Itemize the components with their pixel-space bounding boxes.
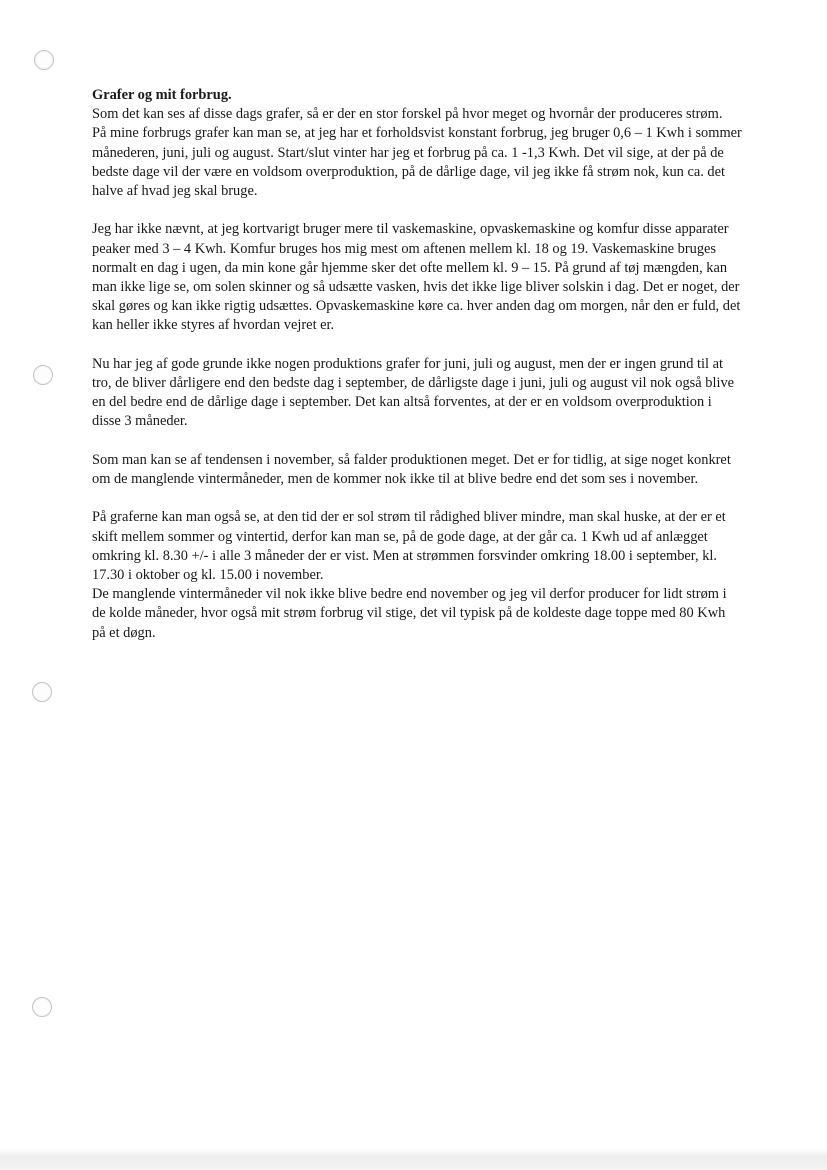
document-title: Grafer og mit forbrug. bbox=[92, 87, 232, 103]
document-body bbox=[92, 86, 742, 662]
paragraph-intro: Som det kan ses af disse dags grafer, så er der en stor forskel på hvor meget og hvornår der produceres strøm. bbox=[92, 106, 723, 123]
paragraph-winter-months: De manglende vintermåneder vil nok ikke blive bedre end november og jeg vil derfor producer for lidt strøm i de kolde måneder, hvor også mit strøm forbrug vil stige, det vil typisk på de koldeste dage toppe med 80 Kwh på et døgn. bbox=[92, 586, 727, 641]
paragraph-november-trend: Som man kan se af tendensen i november, så falder produktionen meget. Det er for tidlig, at sige noget konkret om de manglende vintermåneder, men de kommer nok ikke til at blive bedre end det som ses i november. bbox=[92, 451, 731, 488]
punch-hole-icon bbox=[34, 50, 54, 70]
punch-hole-icon bbox=[32, 682, 52, 702]
punch-hole-icon bbox=[32, 997, 52, 1017]
punch-hole-icon bbox=[33, 365, 53, 385]
paragraph-consumption: På mine forbrugs grafer kan man se, at jeg har et forholdsvist konstant forbrug, jeg bruger 0,6 – 1 Kwh i sommer månederen, juni, juli og august. Start/slut vinter har jeg et forbrug på ca. 1 -1,3 Kwh. Det vil sige, at der på de bedste dage vil der være en voldsom overproduktion, på de dårlige dage, vil jeg ikke få strøm nok, kun ca. det halve af hvad jeg skal bruge. bbox=[92, 125, 742, 200]
paragraph-summer-production: Nu har jeg af gode grunde ikke nogen produktions grafer for juni, juli og august, men der er ingen grund til at tro, de bliver dårligere end den bedste dag i september, de dårligste dage i juni, juli og august vil nok også blive en del bedre end de dårlige dage i september. Det kan altså forventes, at der er en voldsom overproduktion i disse 3 måneder. bbox=[92, 355, 735, 430]
page-bottom-edge bbox=[0, 1148, 827, 1170]
paragraph-daylight-hours: På graferne kan man også se, at den tid der er sol strøm til rådighed bliver mindre, man skal huske, at der er et skift mellem sommer og vintertid, derfor kan man se, på de gode dage, at der går ca. 1 Kwh ud af anlægget omkring kl. 8.30 +/- i alle 3 måneder der er vist. Men at strømmen forsvinder omkring 18.00 i september, kl. 17.30 i oktober og kl. 15.00 i november. bbox=[92, 509, 726, 584]
paragraph-appliances: Jeg har ikke nævnt, at jeg kortvarigt bruger mere til vaskemaskine, opvaskemaskine og komfur disse apparater peaker med 3 – 4 Kwh. Komfur bruges hos mig mest om aftenen mellem kl. 18 og 19. Vaskemaskine bruges normalt en dag i ugen, da min kone går hjemme sker det ofte mellem kl. 9 – 15. På grund af tøj mængden, kan man ikke lige se, om solen skinner og så udsætte vasken, hvis det ikke lige bliver solskin i dag. Det er noget, der skal gøres og kan ikke rigtig udsættes. Opvaskemaskine køre ca. hver anden dag om morgen, når den er fuld, det kan heller ikke styres af hvordan vejret er. bbox=[92, 221, 741, 334]
